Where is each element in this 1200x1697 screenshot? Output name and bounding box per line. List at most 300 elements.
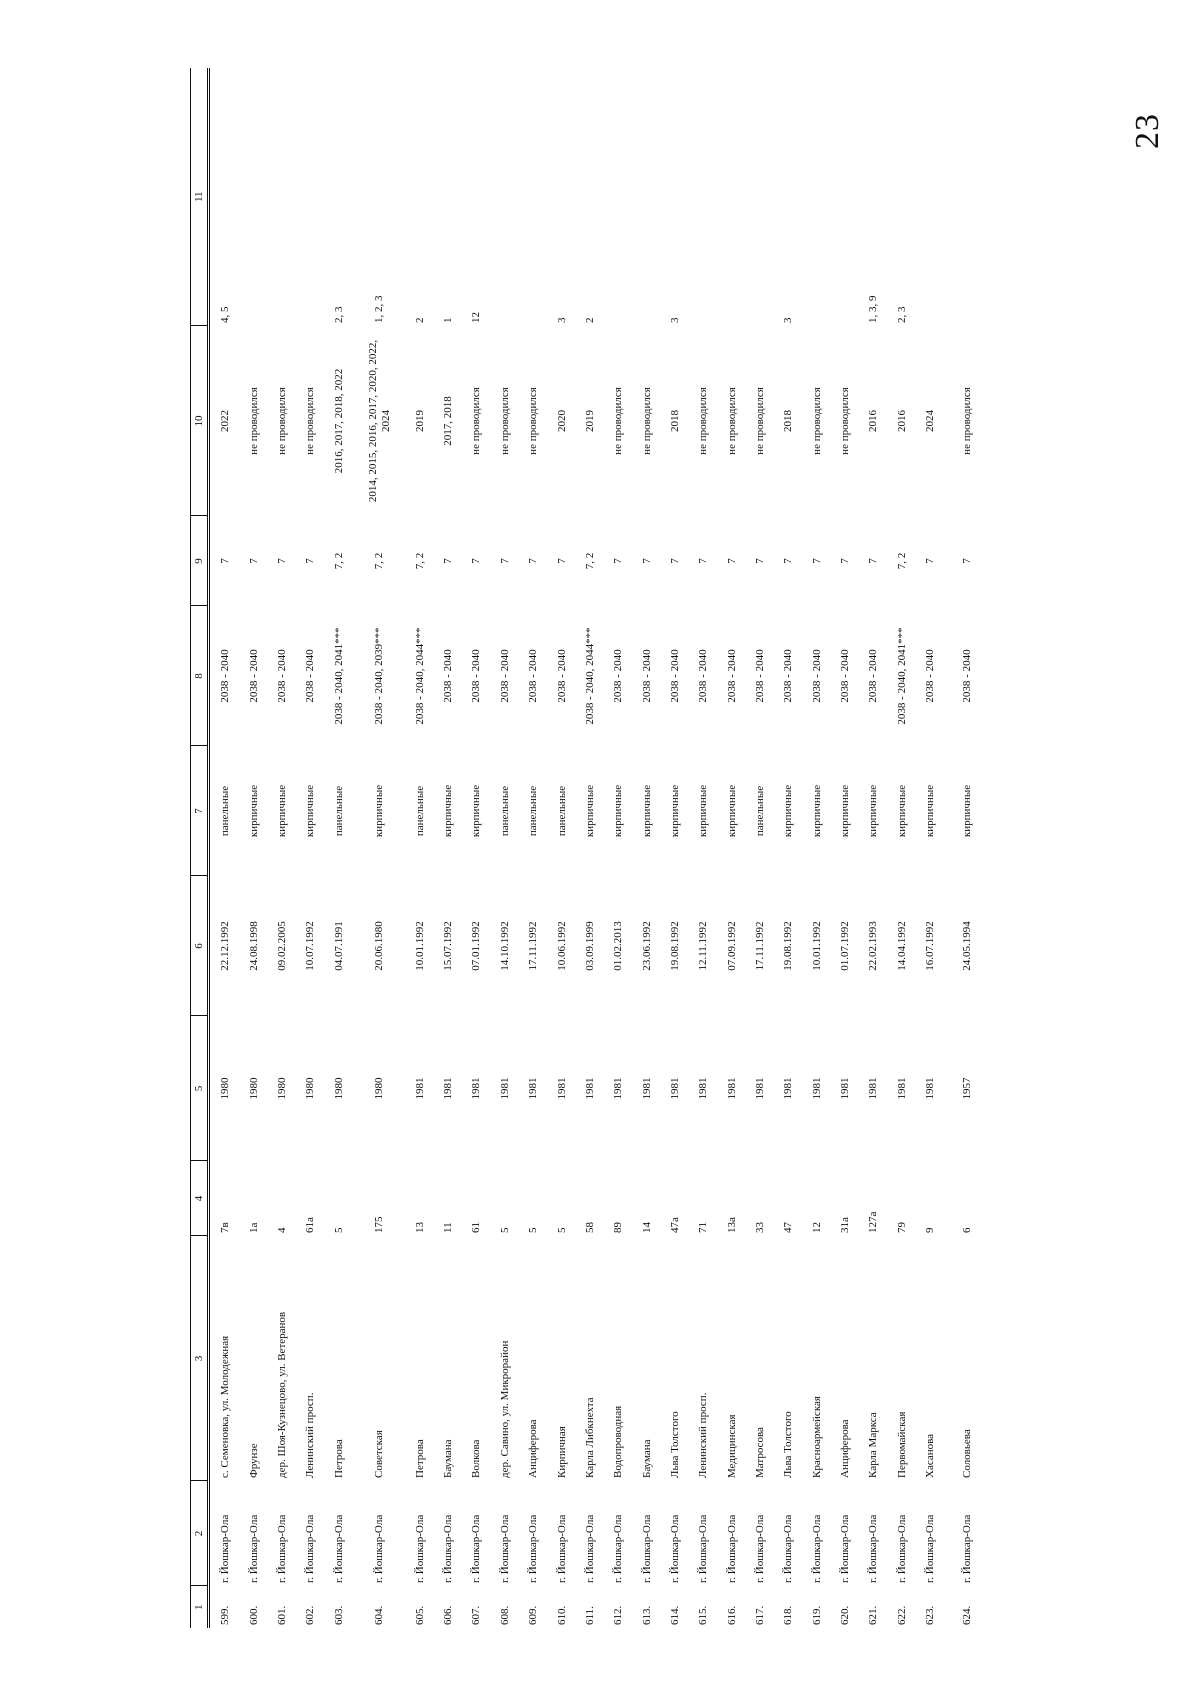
year-cell: 1981 <box>782 1077 795 1100</box>
column-header: 4 <box>191 1161 209 1236</box>
street-cell: с. Семеновка, ул. Молодежная <box>218 1335 231 1478</box>
house-number-cell: 14 <box>640 1222 653 1233</box>
column-header: 3 <box>191 1236 209 1481</box>
table-row <box>689 68 717 1628</box>
table-row <box>325 68 353 1628</box>
code-cell: 7, 2 <box>373 552 386 570</box>
column-header: 7 <box>191 746 209 876</box>
city-cell: г. Йошкар-Ола <box>697 1514 710 1583</box>
year-cell: 1981 <box>612 1077 625 1100</box>
material-cell: кирпичные <box>304 784 317 838</box>
table-row <box>268 68 296 1628</box>
city-cell: г. Йошкар-Ола <box>470 1514 483 1583</box>
table-row <box>209 68 240 1628</box>
code-cell: 7 <box>640 558 653 564</box>
city-cell: г. Йошкар-Ола <box>640 1514 653 1583</box>
city-cell: г. Йошкар-Ола <box>442 1514 455 1583</box>
note-cell: 2 <box>583 317 596 323</box>
row-number: 618. <box>782 1605 795 1625</box>
table-row <box>463 68 491 1628</box>
city-cell: г. Йошкар-Ола <box>332 1514 345 1583</box>
period-cell: 2038 - 2040 <box>275 649 288 703</box>
material-cell: кирпичные <box>697 784 710 838</box>
street-cell: Водопроводная <box>612 1405 625 1478</box>
period-cell: 2038 - 2040 <box>498 649 511 703</box>
table-row <box>916 68 944 1628</box>
table-row <box>434 68 462 1628</box>
house-number-cell: 5 <box>498 1227 511 1233</box>
note-cell: 2, 3 <box>895 306 908 323</box>
period-cell: 2038 - 2040 <box>470 649 483 703</box>
code-cell: 7 <box>725 558 738 564</box>
city-cell: г. Йошкар-Ола <box>725 1514 738 1583</box>
period-cell: 2038 - 2040 <box>697 649 710 703</box>
repair-years-cell: 2014, 2015, 2016, 2017, 2020, 2022, 2024 <box>366 339 392 503</box>
table-header <box>191 68 209 1628</box>
year-cell: 1981 <box>923 1077 936 1100</box>
street-cell: Льва Толстого <box>668 1411 681 1478</box>
repair-years-cell: не проводился <box>725 387 738 455</box>
repair-years-cell: 2020 <box>555 410 568 432</box>
city-cell: г. Йошкар-Ола <box>923 1514 936 1583</box>
material-cell: панельные <box>555 785 568 837</box>
note-cell <box>746 68 774 326</box>
material-cell: кирпичные <box>583 784 596 838</box>
table-row <box>519 68 547 1628</box>
repair-years-cell: не проводился <box>612 387 625 455</box>
repair-years-cell: 2016 <box>867 410 880 432</box>
city-cell: г. Йошкар-Ола <box>668 1514 681 1583</box>
year-cell: 1981 <box>583 1077 596 1100</box>
year-cell: 1980 <box>218 1077 231 1100</box>
house-number-cell: 175 <box>373 1216 386 1233</box>
material-cell: панельные <box>218 785 231 837</box>
table-row <box>661 68 689 1628</box>
header-row <box>191 68 209 1628</box>
date-cell: 22.12.1992 <box>218 921 231 971</box>
street-cell: Карла Либкнехта <box>583 1397 596 1478</box>
building-registry-table <box>190 68 1010 1628</box>
row-number: 610. <box>555 1605 568 1625</box>
year-cell: 1981 <box>640 1077 653 1100</box>
note-cell: 1, 2, 3 <box>373 295 386 323</box>
repair-years-cell: 2019 <box>413 410 426 432</box>
year-cell: 1981 <box>753 1077 766 1100</box>
year-cell: 1981 <box>895 1077 908 1100</box>
repair-years-cell: 2024 <box>923 410 936 432</box>
house-number-cell: 6 <box>961 1227 974 1233</box>
street-cell: Анциферова <box>527 1419 540 1478</box>
material-cell: кирпичные <box>470 784 483 838</box>
row-number: 606. <box>442 1605 455 1625</box>
city-cell: г. Йошкар-Ола <box>810 1514 823 1583</box>
repair-years-cell: не проводился <box>498 387 511 455</box>
date-cell: 10.01.1992 <box>413 921 426 971</box>
code-cell: 7 <box>753 558 766 564</box>
street-cell: Анциферова <box>838 1419 851 1478</box>
material-cell: кирпичные <box>867 784 880 838</box>
code-cell: 7 <box>555 558 568 564</box>
code-cell: 7 <box>838 558 851 564</box>
street-cell: Советская <box>373 1430 386 1478</box>
note-cell <box>491 68 519 326</box>
column-header: 9 <box>191 516 209 606</box>
table-body <box>209 68 1011 1628</box>
year-cell: 1981 <box>555 1077 568 1100</box>
city-cell: г. Йошкар-Ола <box>413 1514 426 1583</box>
year-cell: 1981 <box>470 1077 483 1100</box>
house-number-cell: 7в <box>218 1222 231 1233</box>
date-cell: 22.02.1993 <box>867 921 880 971</box>
period-cell: 2038 - 2040 <box>247 649 260 703</box>
house-number-cell: 9 <box>923 1227 936 1233</box>
street-cell: Соловьева <box>961 1429 974 1478</box>
note-cell: 12 <box>470 312 483 323</box>
date-cell: 16.07.1992 <box>923 921 936 971</box>
rotated-table-container <box>190 68 1010 1628</box>
date-cell: 14.04.1992 <box>895 921 908 971</box>
house-number-cell: 89 <box>612 1222 625 1233</box>
row-number: 612. <box>612 1605 625 1625</box>
period-cell: 2038 - 2040 <box>725 649 738 703</box>
material-cell: кирпичные <box>640 784 653 838</box>
material-cell: кирпичные <box>895 784 908 838</box>
city-cell: г. Йошкар-Ола <box>895 1514 908 1583</box>
material-cell: кирпичные <box>612 784 625 838</box>
column-header: 6 <box>191 876 209 1016</box>
row-number: 613. <box>640 1605 653 1625</box>
note-cell <box>604 68 632 326</box>
city-cell: г. Йошкар-Ола <box>373 1514 386 1583</box>
repair-years-cell: не проводился <box>470 387 483 455</box>
repair-years-cell: 2018 <box>668 410 681 432</box>
house-number-cell: 12 <box>810 1222 823 1233</box>
repair-years-cell: 2017, 2018 <box>442 396 455 446</box>
material-cell: панельные <box>498 785 511 837</box>
year-cell: 1957 <box>961 1077 974 1100</box>
repair-years-cell: 2016, 2017, 2018, 2022 <box>332 368 345 474</box>
date-cell: 03.09.1999 <box>583 921 596 971</box>
house-number-cell: 79 <box>895 1222 908 1233</box>
street-cell: дер. Савино, ул. Микрорайон <box>498 1340 511 1478</box>
row-number: 615. <box>697 1605 710 1625</box>
code-cell: 7 <box>961 558 974 564</box>
material-cell: кирпичные <box>373 784 386 838</box>
table-row <box>406 68 434 1628</box>
period-cell: 2038 - 2040, 2041*** <box>332 627 345 725</box>
period-cell: 2038 - 2040 <box>612 649 625 703</box>
material-cell: кирпичные <box>838 784 851 838</box>
code-cell: 7 <box>275 558 288 564</box>
row-number: 601. <box>275 1605 288 1625</box>
house-number-cell: 31а <box>838 1217 851 1233</box>
period-cell: 2038 - 2040 <box>753 649 766 703</box>
house-number-cell: 71 <box>697 1222 710 1233</box>
date-cell: 10.06.1992 <box>555 921 568 971</box>
period-cell: 2038 - 2040 <box>527 649 540 703</box>
repair-years-cell: не проводился <box>640 387 653 455</box>
year-cell: 1981 <box>527 1077 540 1100</box>
street-cell: Волкова <box>470 1439 483 1478</box>
note-cell <box>944 68 1010 326</box>
table-row <box>859 68 887 1628</box>
date-cell: 01.07.1992 <box>838 921 851 971</box>
material-cell: кирпичные <box>668 784 681 838</box>
date-cell: 15.07.1992 <box>442 921 455 971</box>
table-row <box>746 68 774 1628</box>
city-cell: г. Йошкар-Ола <box>753 1514 766 1583</box>
date-cell: 24.08.1998 <box>247 921 260 971</box>
note-cell: 1, 3, 9 <box>867 295 880 323</box>
city-cell: г. Йошкар-Ола <box>218 1514 231 1583</box>
street-cell: Баумана <box>442 1439 455 1478</box>
city-cell: г. Йошкар-Ола <box>498 1514 511 1583</box>
note-cell: 2 <box>413 317 426 323</box>
year-cell: 1981 <box>442 1077 455 1100</box>
house-number-cell: 13а <box>725 1217 738 1233</box>
house-number-cell: 5 <box>332 1227 345 1233</box>
note-cell: 3 <box>555 317 568 323</box>
table-row <box>548 68 576 1628</box>
street-cell: Петрова <box>332 1439 345 1478</box>
house-number-cell: 58 <box>583 1222 596 1233</box>
note-cell <box>296 68 324 326</box>
row-number: 602. <box>304 1605 317 1625</box>
note-cell: 3 <box>668 317 681 323</box>
date-cell: 20.06.1980 <box>373 921 386 971</box>
row-number: 604. <box>373 1605 386 1625</box>
house-number-cell: 127а <box>867 1211 880 1233</box>
code-cell: 7 <box>782 558 795 564</box>
row-number: 619. <box>810 1605 823 1625</box>
house-number-cell: 47 <box>782 1222 795 1233</box>
code-cell: 7 <box>527 558 540 564</box>
row-number: 622. <box>895 1605 908 1625</box>
material-cell: кирпичные <box>442 784 455 838</box>
material-cell: панельные <box>527 785 540 837</box>
code-cell: 7 <box>612 558 625 564</box>
street-cell: Льва Толстого <box>782 1411 795 1478</box>
code-cell: 7, 2 <box>413 552 426 570</box>
table-row <box>803 68 831 1628</box>
note-cell: 2, 3 <box>332 306 345 323</box>
year-cell: 1981 <box>725 1077 738 1100</box>
period-cell: 2038 - 2040, 2044*** <box>413 627 426 725</box>
house-number-cell: 1а <box>247 1222 260 1233</box>
repair-years-cell: 2016 <box>895 410 908 432</box>
material-cell: кирпичные <box>275 784 288 838</box>
row-number: 605. <box>413 1605 426 1625</box>
note-cell <box>633 68 661 326</box>
row-number: 607. <box>470 1605 483 1625</box>
house-number-cell: 4 <box>275 1227 288 1233</box>
code-cell: 7 <box>218 558 231 564</box>
column-header: 5 <box>191 1016 209 1161</box>
period-cell: 2038 - 2040 <box>867 649 880 703</box>
repair-years-cell: не проводился <box>247 387 260 455</box>
year-cell: 1981 <box>668 1077 681 1100</box>
material-cell: панельные <box>753 785 766 837</box>
note-cell <box>803 68 831 326</box>
year-cell: 1980 <box>332 1077 345 1100</box>
street-cell: Кирпичная <box>555 1426 568 1478</box>
code-cell: 7 <box>923 558 936 564</box>
street-cell: Фрунзе <box>247 1443 260 1478</box>
row-number: 620. <box>838 1605 851 1625</box>
year-cell: 1981 <box>838 1077 851 1100</box>
date-cell: 04.07.1991 <box>332 921 345 971</box>
table-row <box>604 68 632 1628</box>
date-cell: 14.10.1992 <box>498 921 511 971</box>
note-cell <box>718 68 746 326</box>
city-cell: г. Йошкар-Ола <box>247 1514 260 1583</box>
date-cell: 09.02.2005 <box>275 921 288 971</box>
table-row <box>633 68 661 1628</box>
code-cell: 7 <box>470 558 483 564</box>
repair-years-cell: не проводился <box>697 387 710 455</box>
year-cell: 1981 <box>413 1077 426 1100</box>
note-cell <box>916 68 944 326</box>
code-cell: 7 <box>810 558 823 564</box>
year-cell: 1980 <box>304 1077 317 1100</box>
period-cell: 2038 - 2040, 2044*** <box>583 627 596 725</box>
material-cell: кирпичные <box>810 784 823 838</box>
row-number: 608. <box>498 1605 511 1625</box>
row-number: 616. <box>725 1605 738 1625</box>
date-cell: 10.01.1992 <box>810 921 823 971</box>
code-cell: 7 <box>304 558 317 564</box>
city-cell: г. Йошкар-Ола <box>527 1514 540 1583</box>
repair-years-cell: не проводился <box>753 387 766 455</box>
code-cell: 7 <box>668 558 681 564</box>
date-cell: 07.09.1992 <box>725 921 738 971</box>
repair-years-cell: не проводился <box>838 387 851 455</box>
city-cell: г. Йошкар-Ола <box>555 1514 568 1583</box>
note-cell: 4, 5 <box>218 306 231 323</box>
table-row <box>888 68 916 1628</box>
row-number: 600. <box>247 1605 260 1625</box>
code-cell: 7 <box>247 558 260 564</box>
date-cell: 19.08.1992 <box>668 921 681 971</box>
date-cell: 24.05.1994 <box>961 921 974 971</box>
page-number: 23 <box>1129 113 1166 149</box>
year-cell: 1980 <box>275 1077 288 1100</box>
table-row <box>491 68 519 1628</box>
period-cell: 2038 - 2040 <box>668 649 681 703</box>
table-row <box>240 68 268 1628</box>
period-cell: 2038 - 2040 <box>838 649 851 703</box>
code-cell: 7 <box>442 558 455 564</box>
row-number: 599. <box>218 1605 231 1625</box>
period-cell: 2038 - 2040 <box>442 649 455 703</box>
repair-years-cell: не проводился <box>275 387 288 455</box>
table-row <box>353 68 406 1628</box>
house-number-cell: 5 <box>527 1227 540 1233</box>
street-cell: Ленинский просп. <box>304 1392 317 1478</box>
date-cell: 12.11.1992 <box>697 921 710 971</box>
date-cell: 23.06.1992 <box>640 921 653 971</box>
city-cell: г. Йошкар-Ола <box>583 1514 596 1583</box>
city-cell: г. Йошкар-Ола <box>275 1514 288 1583</box>
city-cell: г. Йошкар-Ола <box>867 1514 880 1583</box>
table-row <box>576 68 604 1628</box>
house-number-cell: 61 <box>470 1222 483 1233</box>
row-number: 621. <box>867 1605 880 1625</box>
material-cell: панельные <box>332 785 345 837</box>
house-number-cell: 13 <box>413 1222 426 1233</box>
house-number-cell: 33 <box>753 1222 766 1233</box>
city-cell: г. Йошкар-Ола <box>304 1514 317 1583</box>
column-header: 2 <box>191 1481 209 1586</box>
material-cell: панельные <box>413 785 426 837</box>
repair-years-cell: не проводился <box>527 387 540 455</box>
city-cell: г. Йошкар-Ола <box>838 1514 851 1583</box>
street-cell: Ленинский просп. <box>697 1392 710 1478</box>
note-cell <box>240 68 268 326</box>
house-number-cell: 5 <box>555 1227 568 1233</box>
repair-years-cell: 2019 <box>583 410 596 432</box>
period-cell: 2038 - 2040 <box>923 649 936 703</box>
date-cell: 17.11.1992 <box>527 921 540 971</box>
code-cell: 7, 2 <box>895 552 908 570</box>
street-cell: Красноармейская <box>810 1396 823 1478</box>
street-cell: Матросова <box>753 1427 766 1478</box>
city-cell: г. Йошкар-Ола <box>961 1514 974 1583</box>
repair-years-cell: не проводился <box>304 387 317 455</box>
code-cell: 7 <box>697 558 710 564</box>
table-row <box>944 68 1010 1628</box>
house-number-cell: 47а <box>668 1217 681 1233</box>
period-cell: 2038 - 2040 <box>782 649 795 703</box>
note-cell: 3 <box>782 317 795 323</box>
period-cell: 2038 - 2040 <box>640 649 653 703</box>
date-cell: 19.08.1992 <box>782 921 795 971</box>
repair-years-cell: 2022 <box>218 410 231 432</box>
year-cell: 1981 <box>867 1077 880 1100</box>
column-header: 11 <box>191 68 209 326</box>
city-cell: г. Йошкар-Ола <box>782 1514 795 1583</box>
note-cell <box>268 68 296 326</box>
row-number: 611. <box>583 1606 596 1625</box>
column-header: 10 <box>191 326 209 516</box>
material-cell: кирпичные <box>247 784 260 838</box>
repair-years-cell: 2018 <box>782 410 795 432</box>
date-cell: 07.01.1992 <box>470 921 483 971</box>
street-cell: Медицинская <box>725 1414 738 1478</box>
material-cell: кирпичные <box>961 784 974 838</box>
row-number: 603. <box>332 1605 345 1625</box>
column-header: 1 <box>191 1586 209 1628</box>
period-cell: 2038 - 2040 <box>961 649 974 703</box>
repair-years-cell: не проводился <box>810 387 823 455</box>
street-cell: Хасанова <box>923 1433 936 1478</box>
code-cell: 7 <box>867 558 880 564</box>
street-cell: Баумана <box>640 1439 653 1478</box>
period-cell: 2038 - 2040 <box>304 649 317 703</box>
row-number: 624. <box>961 1605 974 1625</box>
table-row <box>296 68 324 1628</box>
street-cell: Первомайская <box>895 1411 908 1478</box>
year-cell: 1980 <box>373 1077 386 1100</box>
period-cell: 2038 - 2040, 2039*** <box>373 627 386 725</box>
code-cell: 7 <box>498 558 511 564</box>
column-header: 8 <box>191 606 209 746</box>
street-cell: Петрова <box>413 1439 426 1478</box>
period-cell: 2038 - 2040 <box>555 649 568 703</box>
table-row <box>774 68 802 1628</box>
date-cell: 10.07.1992 <box>304 921 317 971</box>
code-cell: 7, 2 <box>583 552 596 570</box>
